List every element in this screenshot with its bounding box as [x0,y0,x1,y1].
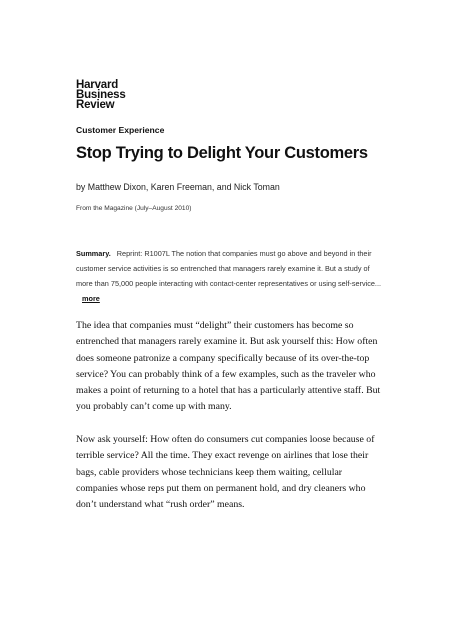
body-paragraph-2: Now ask yourself: How often do consumers cut companies loose because of terrible service? All the time. They exact revenge on airlines that lose their bags, cable providers whose technicians keep them waiting, cellular companies whose reps put them on permanent hold, and dry cleaners who don’t understand what “rush order” means. [76,434,375,511]
hbr-logo[interactable] [76,80,126,110]
logo-line-3: Review [76,99,115,111]
article-source: From the Magazine (July–August 2010) [76,205,192,212]
article-byline: by Matthew Dixon, Karen Freeman, and Nick Toman [76,182,280,192]
summary-text: Reprint: R1007L The notion that companies must go above and beyond in their customer service activities is so entrenched that managers rarely examine it. But a study of more than 75,000 people interacting with contact-center representatives or using self-service... [76,249,382,288]
logo-line-1: Harvard [76,79,119,91]
body-paragraph-1: The idea that companies must “delight” their customers has become so entrenched that managers rarely examine it. But ask yourself this: How often does someone patronize a company specifically because of its over-the-top service? You can probably think of a few examples, such as the traveler who makes a point of returning to a hotel that has a particularly attentive staff. But you probably can’t come up with many. [76,320,381,413]
logo-line-2: Business [76,89,126,101]
summary-more-link[interactable]: more [82,294,100,303]
article-summary [76,246,386,306]
article-title: Stop Trying to Delight Your Customers [76,144,368,162]
summary-label: Summary. [76,249,111,258]
article-category[interactable]: Customer Experience [76,125,165,135]
